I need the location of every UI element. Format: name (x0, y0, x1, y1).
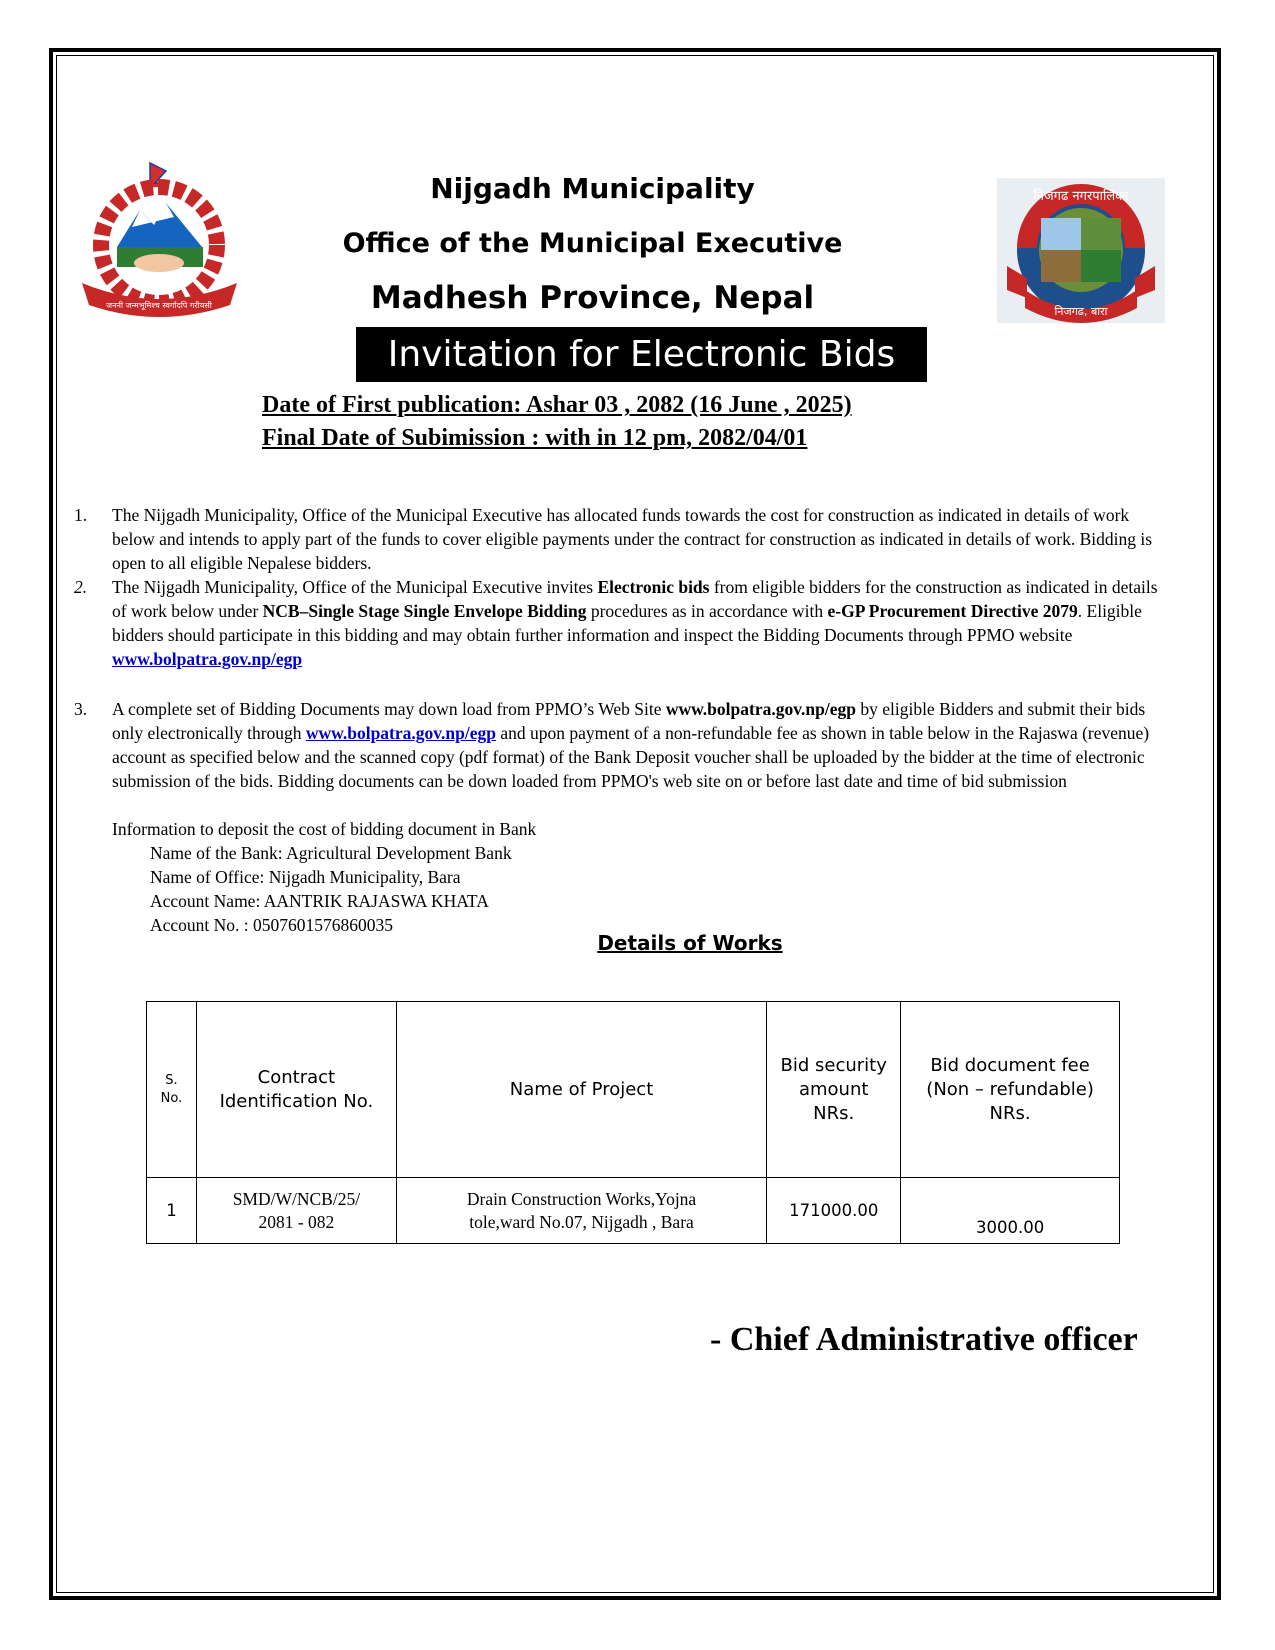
paragraph-3-number: 3. (74, 699, 88, 719)
province-name: Madhesh Province, Nepal (370, 280, 815, 316)
paragraph-2-text-2: from eligible bidders for the construction as indicated in details of work below under (112, 577, 1158, 621)
cell-bid-fee: 3000.00 (901, 1178, 1120, 1244)
cell-project-line1: Drain Construction Works,Yojna (466, 1188, 697, 1209)
cell-contract-line2: 2081 - 082 (258, 1211, 335, 1232)
bank-office: Name of Office: Nijgadh Municipality, Bara (150, 867, 461, 887)
paragraph-3-text-1: A complete set of Bidding Documents may down load from PPMO’s Web Site (112, 699, 666, 719)
bank-account-name: Account Name: AANTRIK RAJASWA KHATA (150, 891, 489, 911)
bolpatra-link[interactable]: www.bolpatra.gov.np/egp (305, 723, 497, 743)
header-security-line1: Bid security (780, 1054, 887, 1076)
details-title: Details of Works (597, 931, 783, 955)
municipality-logo-bottom-text: निजगढ, बारा (1054, 305, 1108, 318)
cell-contract (196, 1178, 396, 1244)
header-contract-line2: Identification No. (219, 1090, 374, 1112)
paragraph-2 (74, 575, 1162, 671)
header-sno (147, 1002, 197, 1178)
works-table (146, 1001, 1120, 1244)
signature: - Chief Administrative officer (710, 1321, 1138, 1358)
paragraph-2-text-3: procedures as in accordance with (586, 601, 828, 621)
header-fee-line3: NRs. (989, 1102, 1031, 1124)
paragraph-1 (74, 503, 1162, 575)
emblem-motto: जननी जन्मभूमिश्च स्वर्गादपि गरीयसी (106, 301, 212, 310)
paragraph-2-bold-3: e-GP Procurement Directive 2079 (827, 601, 1078, 621)
paragraph-2-text-4: . Eligible bidders should participate in this bidding and may obtain further information and inspect the Bidding Documents through PPMO website (112, 601, 1142, 645)
header-sno-line1: S. (165, 1072, 178, 1088)
paragraph-1-text: The Nijgadh Municipality, Office of the Municipal Executive has allocated funds towards the cost for construction as indicated in details of work below and intends to apply part of the funds to cover eligible payments under the contract for construction as indicated in details of work. Bidding is open to all eligible Nepalese bidders. (112, 505, 1153, 573)
header-project: Name of Project (396, 1002, 766, 1178)
office-name: Office of the Municipal Executive (342, 228, 843, 259)
final-submission-date: Final Date of Subimission : with in 12 pm, 2082/04/01 (262, 425, 808, 451)
table-row (147, 1178, 1120, 1244)
paragraph-3-text-3: and upon payment of a non-refundable fee as shown in table below in the Rajaswa (revenue) account as specified below and the scanned copy (pdf format) of the Bank Deposit voucher shall be uploaded by the bidder at the time of electronic submission of the bids. Bidding documents can be down loaded from PPMO's web site on or before last date and time of bid submission (112, 723, 1150, 791)
header-fee-line2: (Non – refundable) (926, 1078, 1094, 1100)
page-title: Invitation for Electronic Bids (356, 327, 927, 382)
paragraph-2-text-1: The Nijgadh Municipality, Office of the Municipal Executive invites (112, 577, 598, 597)
header-bid-fee (901, 1002, 1120, 1178)
cell-project-line2: tole,ward No.07, Nijgadh , Bara (469, 1211, 694, 1232)
header-fee-line1: Bid document fee (930, 1054, 1090, 1076)
header-contract (196, 1002, 396, 1178)
header-sno-line2: No. (160, 1090, 183, 1106)
paragraph-2-bold-1: Electronic bids (597, 577, 710, 597)
bank-info-intro: Information to deposit the cost of bidding document in Bank (112, 819, 537, 839)
cell-sno: 1 (147, 1178, 197, 1244)
first-publication-date: Date of First publication: Ashar 03 , 2082 (16 June , 2025) (262, 392, 852, 418)
paragraph-3-text-2: by eligible Bidders and submit their bids only electronically through (112, 699, 1146, 743)
header-security-line3: NRs. (813, 1102, 855, 1124)
paragraph-2-number: 2. (74, 577, 88, 597)
cell-project (396, 1178, 766, 1244)
cell-bid-security: 171000.00 (767, 1178, 901, 1244)
paragraph-1-number: 1. (74, 505, 88, 525)
ppmo-website-link[interactable]: www.bolpatra.gov.np/egp (112, 649, 303, 669)
header-security-line2: amount (798, 1078, 869, 1100)
cell-contract-line1: SMD/W/NCB/25/ (232, 1188, 361, 1209)
bank-name: Name of the Bank: Agricultural Development Bank (150, 843, 512, 863)
header-bid-security (767, 1002, 901, 1178)
bank-account-number: Account No. : 0507601576860035 (150, 915, 394, 935)
paragraph-2-bold-2: NCB–Single Stage Single Envelope Bidding (262, 601, 587, 621)
municipality-logo-top-text: निजगढ नगरपालिका (1033, 189, 1129, 204)
table-header-row (147, 1002, 1120, 1178)
bank-info (112, 817, 1162, 937)
municipality-name: Nijgadh Municipality (430, 172, 755, 205)
paragraph-3-bold-1: www.bolpatra.gov.np/egp (665, 699, 856, 719)
header-contract-line1: Contract (257, 1066, 336, 1088)
paragraph-3 (74, 697, 1162, 793)
